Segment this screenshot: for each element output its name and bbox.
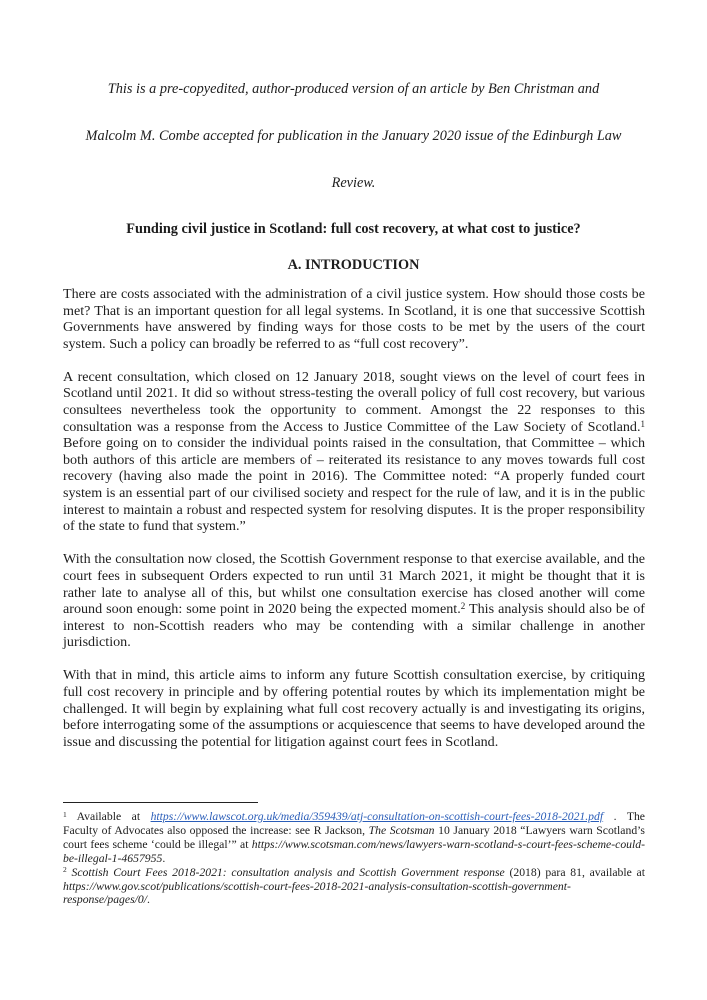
text-segment: With that in mind, this article aims to inform any future Scottish consultation exercise, by critiquing full cost recovery in principle and by offering potential routes by which its implementation might be challenged. It will begin by explaining what full cost recovery actually is and investigating its origins, before interrogating some of the assumptions or acquiescence that seems to have developed around the issue and discussing the potential for litigation against court fees in Scotland. <box>63 667 645 750</box>
text-segment: (2018) para 81, available at <box>504 865 645 879</box>
footnote-ref: 1 <box>640 418 645 429</box>
body-paragraph-2 <box>63 369 645 535</box>
preprint-note <box>0 0 707 207</box>
text-segment: . <box>146 893 150 907</box>
text-segment: Scottish Court Fees 2018-2021: consultation analysis and Scottish Government response <box>71 865 505 879</box>
article-title: Funding civil justice in Scotland: full cost recovery, at what cost to justice? <box>126 221 581 237</box>
text-segment: There are costs associated with the administration of a civil justice system. How should those costs be met? That is an important question for all legal systems. In Scotland, it is one that successive Scottish Governments have answered by finding ways for those costs to be met by the users of the court system. Such a policy can broadly be referred to as “full cost recovery”. <box>63 286 645 352</box>
footnotes-section <box>63 802 645 907</box>
footnote-link[interactable]: https://www.lawscot.org.uk/media/359439/atj-consultation-on-scottish-court-fees-2018-2021.pdf <box>150 810 604 823</box>
text-segment: This analysis should also be of interest to non-Scottish readers who may be contending with a similar challenge in another jurisdiction. <box>63 601 645 651</box>
footnote-ref: 2 <box>460 601 466 612</box>
text-segment: Available at <box>66 810 151 823</box>
text-segment: The Scotsman <box>368 823 435 837</box>
preprint-note-line-1: This is a pre-copyedited, author-produced version of an article by Ben Christman and <box>107 81 600 97</box>
section-heading-introduction: A. INTRODUCTION <box>287 257 420 273</box>
text-segment: 10 January 2018 “Lawyers warn Scotland’s court fees scheme ‘could be illegal’” at <box>63 823 645 851</box>
text-segment: A recent consultation, which closed on 12 January 2018, sought views on the level of court fees in Scotland until 2021. It did so without stress-testing the overall policy of full cost recovery, but various consultees nevertheless took the opportunity to comment. Amongst the 22 responses to this consultation was a response from the Access to Justice Committee of the Law Society of Scotland. <box>63 368 645 435</box>
footnote-ref: 1 <box>63 809 67 819</box>
text-segment: https://www.scotsman.com/news/lawyers-warn-scotland-s-court-fees-scheme-could-be-illegal-1-4657955 <box>63 837 645 865</box>
body-paragraph-3 <box>63 551 645 651</box>
text-segment: . <box>162 851 166 865</box>
text-segment: . The Faculty of Advocates also opposed the increase: see R Jackson, <box>63 810 645 837</box>
article-body <box>63 286 645 750</box>
body-paragraph-1 <box>63 286 645 352</box>
text-segment: Before going on to consider the individual points raised in the consultation, that Committee – which both authors of this article are members of – reiterated its resistance to any moves towards full cost recovery (having also made the point in 2016). The Committee noted: “A properly funded court system is an essential part of our civilised society and respect for the rule of law, and it is in the public interest to maintain a robust and respected system for resolving disputes. It is the proper responsibility of the state to fund that system.” <box>63 435 645 535</box>
body-paragraph-4 <box>63 667 645 750</box>
footnote-2 <box>63 866 645 908</box>
footnote-separator <box>63 802 258 803</box>
text-segment: With the consultation now closed, the Scottish Government response to that exercise available, and the court fees in subsequent Orders expected to run until 31 March 2021, it might be thought that it is rather late to analyse all of this, but whilst one consultation exercise has closed another will come around soon enough: some point in 2020 being the expected moment. <box>63 551 645 618</box>
footnote-1 <box>63 810 645 866</box>
preprint-note-line-2: Malcolm M. Combe accepted for publication in the January 2020 issue of the Edinburgh Law <box>85 128 622 144</box>
text-segment: https://www.gov.scot/publications/scottish-court-fees-2018-2021-analysis-consultation-scottish-government-response/pages/0/ <box>63 879 571 907</box>
footnote-ref: 2 <box>63 865 67 875</box>
preprint-note-line-3: Review. <box>331 175 376 191</box>
